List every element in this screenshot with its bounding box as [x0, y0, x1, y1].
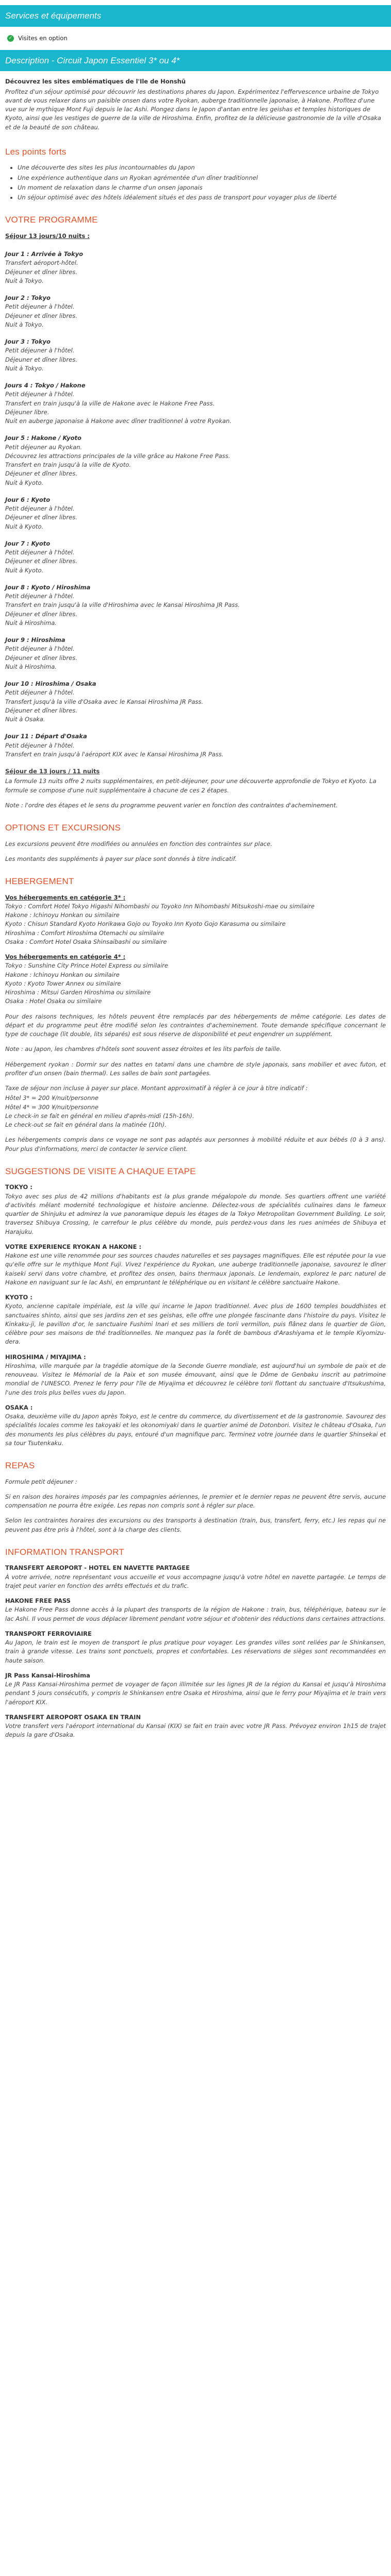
options-p1: Les excursions peuvent être modifiées ou annulées en fonction des contraintes sur place.: [5, 840, 272, 848]
list-item: • Un moment de relaxation dans le charme d'un onsen japonais: [18, 183, 386, 192]
transport-heading: HAKONE FREE PASS: [5, 1597, 71, 1604]
programme-day: [5, 250, 386, 285]
programme-day: [5, 680, 386, 724]
day-line: Petit déjeuner à l'hôtel.: [5, 303, 75, 311]
list-item: Hiroshima : Comfort Hiroshima Otemachi ou similaire: [5, 929, 164, 937]
day-line: Petit déjeuner à l'hôtel.: [5, 741, 75, 749]
day-line: Transfert jusqu'à la ville d'Osaka avec le Kansai Hiroshima JR Pass.: [5, 698, 203, 705]
city-heading: KYOTO :: [5, 1294, 32, 1301]
day-line: Transfert en train jusqu'à la ville de Hakone avec le Hakone Free Pass.: [5, 399, 215, 407]
description-section: [0, 77, 391, 1756]
list-item: Le check-in se fait en général en milieu d'après-midi (15h-16h).: [5, 1112, 194, 1120]
programme-day: [5, 381, 386, 426]
list-item: Hakone : Ichinoyu Honkan ou similaire: [5, 911, 120, 919]
transport-heading: TRANSFERT AEROPORT - HOTEL EN NAVETTE PARTAGEE: [5, 1564, 190, 1572]
day-line: Petit déjeuner à l'hôtel.: [5, 505, 75, 512]
day-line: Déjeuner libre.: [5, 408, 50, 416]
city-heading: TOKYO :: [5, 1183, 32, 1191]
day-line: Petit déjeuner à l'hôtel.: [5, 347, 75, 354]
visites-option: [7, 34, 386, 43]
check-icon: ✓: [7, 35, 14, 42]
services-bar: [0, 5, 391, 27]
day-line: Petit déjeuner à l'hôtel.: [5, 592, 75, 600]
repas-p3: Selon les contraintes horaires des excursions ou des transports à destination (train, bus, transfert, ferry, etc.) les repas qui ne peuvent pas être pris à l'hôtel, sont à la charge des clients.: [5, 1517, 386, 1533]
city-heading: OSAKA :: [5, 1403, 33, 1411]
list-item: Tokyo : Sunshine City Prince Hotel Express ou similaire: [5, 962, 168, 970]
heb-ryokan: Hébergement ryokan : Dormir sur des nattes en tatami dans une chambre de style japonais, sans mobilier et avec futon, et profiter d'un onsen (bain thermal). Les salles de bain sont partagées.: [5, 1060, 386, 1077]
day-line: Nuit à Kyoto.: [5, 522, 44, 530]
options-title: OPTIONS ET EXCURSIONS: [5, 823, 121, 833]
visites-label: Visites en option: [18, 34, 68, 42]
day-line: Déjeuner et dîner libres.: [5, 470, 77, 478]
day-line: Déjeuner et dîner libres.: [5, 610, 77, 618]
day-line: Déjeuner et dîner libres.: [5, 312, 77, 319]
list-item: Le check-out se fait en général dans la matinée (10h).: [5, 1121, 167, 1128]
day-line: Nuit à Tokyo.: [5, 277, 44, 284]
day-line: Déjeuner et dîner libres.: [5, 268, 77, 276]
heb-supp: Taxe de séjour non incluse à payer sur place. Montant approximatif à régler à ce jour à titre indicatif :: [5, 1084, 308, 1092]
description-bar: [0, 50, 391, 72]
day-line: Nuit à Hiroshima.: [5, 663, 57, 670]
suggestions-list: [5, 1183, 386, 1448]
day-title: Jour 7 : Kyoto: [5, 539, 51, 547]
repas-p2: Si en raison des horaires imposés par les compagnies aériennes, le premier et le dernier repas ne peuvent être servis, aucune compensation ne pourra être exigée. Les repas non compris sont à régler sur place.: [5, 1493, 386, 1509]
day-line: Déjeuner et dîner libres.: [5, 514, 77, 521]
city-text: Hiroshima, ville marquée par la tragédie atomique de la Seconde Guerre mondiale, est aujourd'hui un symbole de paix et de renouveau. Visitez le Mémorial de la Paix et son musée émouvant, ainsi que le Dôme de Genbaku inscrit au patrimoine mondial de l'UNESCO. Prenez le ferry pour l'île de Miyajima et découvrez le célèbre torii flottant du sanctuaire d'Itsukushima, l'une des trois plus belles vues du Japon.: [5, 1362, 386, 1396]
list-item: Kyoto : Kyoto Tower Annex ou similaire: [5, 979, 121, 987]
description-lead: Découvrez les sites emblématiques de l'Ile de Honshū: [5, 78, 186, 86]
list-item: Osaka : Comfort Hotel Osaka Shinsaibashi ou similaire: [5, 938, 167, 945]
city-text: Tokyo avec ses plus de 42 millions d'habitants est la plus grande mégalopole du monde. Ses quartiers offrent une variété d'activités mêlant modernité technologique et histoire ancienne. Délectez-vous de spécialités culinaires dans le fameux quartier de Shinjuku et admirez la vue panoramique depuis les étages de la Tokyo Metropolitan Government Building. Le soir, traversez Shibuya Crossing, le carrefour le plus célèbre du monde, puis perdez-vous dans les rues animées de Shibuya et Harajuku.: [5, 1192, 386, 1235]
heb-note: Note : au Japon, les chambres d'hôtels sont souvent assez étroites et les lits parfois de taille.: [5, 1045, 282, 1053]
city-text: Kyoto, ancienne capitale impériale, est la ville qui incarne le Japon traditionnel. Avec plus de 1600 temples bouddhistes et sanctuaires shinto, ainsi que ses jardins zen et ses geishas, elle offre une plongée fascinante dans l'histoire du pays. Visitez le Kinkaku-ji, le pavillon d'or, le sanctuaire Fushimi Inari et ses milliers de torii vermillon, puis flânez dans le quartier de Gion, célèbre pour ses maisons de thé traditionnelles. Ne manquez pas la forêt de bambous d'Arashiyama et le temple Kiyomizu-dera.: [5, 1302, 386, 1346]
services-title: Services et équipements: [5, 11, 102, 21]
day-line: Nuit en auberge japonaise à Hakone avec dîner traditionnel à votre Ryokan.: [5, 417, 232, 425]
programme-head: Séjour 13 jours/10 nuits :: [5, 232, 90, 240]
cat4-block: [5, 953, 386, 1006]
day-line: Petit déjeuner à l'hôtel.: [5, 391, 75, 398]
day-title: Jours 4 : Tokyo / Hakone: [5, 382, 86, 389]
list-item: • Une découverte des sites les plus incontournables du Japon: [18, 163, 386, 172]
day-line: Découvrez les attractions principales de la ville grâce au Hakone Free Pass.: [5, 452, 231, 460]
day-line: Nuit à Tokyo.: [5, 364, 44, 372]
repas-p1: Formule petit déjeuner :: [5, 1478, 77, 1485]
day-line: Déjeuner et dîner libres.: [5, 654, 77, 662]
day-title: Jour 3 : Tokyo: [5, 338, 51, 345]
list-item: Hôtel 3* = 200 ¥/nuit/personne: [5, 1094, 99, 1102]
day-line: Nuit à Osaka.: [5, 716, 45, 723]
tax-block: [5, 1094, 386, 1129]
programme-title: VOTRE PROGRAMME: [5, 215, 98, 225]
transport-heading: JR Pass Kansai-Hiroshima: [5, 1671, 90, 1679]
list-item: • Une expérience authentique dans un Ryokan agrémentée d'un dîner traditionnel: [18, 174, 386, 182]
list-item: • Un séjour optimisé avec des hôtels idéalement situés et des pass de transport pour voyager plus de liberté: [18, 193, 386, 202]
list-item: Tokyo : Comfort Hotel Tokyo Higashi Nihombashi ou Toyoko Inn Nihombashi Mitsukoshi-mae ou similaire: [5, 902, 315, 910]
transport-text: Le Hakone Free Pass donne accès à la plupart des transports de la région de Hakone : train, bus, téléphérique, bateau sur le lac Ashi. Il vous permet de vous déplacer librement pendant votre séjour et d'obtenir des réductions dans certaines attractions.: [5, 1606, 386, 1622]
repas-title: REPAS: [5, 1461, 35, 1470]
heb-end: Les hébergements compris dans ce voyage ne sont pas adaptés aux personnes à mobilité réduite et aux bébés (0 à 3 ans). Pour plus d'informations, merci de contacter le service client.: [5, 1136, 386, 1153]
programme-day: [5, 496, 386, 531]
day-line: Déjeuner et dîner libres.: [5, 355, 77, 363]
transport-text: À votre arrivée, notre représentant vous accueille et vous accompagne jusqu'à votre hôtel en navette partagée. Le temps de trajet peut varier en fonction des arrêts effectués et du trafic.: [5, 1573, 386, 1589]
day-line: Transfert en train jusqu'à la ville de Kyoto.: [5, 461, 131, 468]
day-title: Jour 9 : Hiroshima: [5, 636, 66, 643]
programme-day: [5, 732, 386, 759]
transport-title: INFORMATION TRANSPORT: [5, 1547, 124, 1557]
programme-day: [5, 583, 386, 628]
note-order: Note : l'ordre des étapes et le sens du programme peuvent varier en fonction des contraintes d'acheminement.: [5, 801, 338, 809]
day-line: Nuit à Hiroshima.: [5, 619, 57, 626]
programme-day: [5, 337, 386, 373]
day-line: Petit déjeuner au Ryokan.: [5, 443, 83, 451]
day-line: Nuit à Tokyo.: [5, 320, 44, 328]
days-list: [5, 250, 386, 759]
day-line: Déjeuner et dîner libres.: [5, 557, 77, 565]
transport-text: Votre transfert vers l'aéroport international du Kansai (KIX) se fait en train avec votre JR Pass. Prévoyez environ 1h15 de trajet depuis la gare d'Osaka.: [5, 1722, 386, 1739]
programme-day: [5, 636, 386, 671]
list-item: Hakone : Ichinoyu Honkan ou similaire: [5, 971, 120, 978]
day-title: Jour 6 : Kyoto: [5, 496, 51, 503]
day-title: Jour 10 : Hiroshima / Osaka: [5, 680, 96, 687]
day-line: Nuit à Kyoto.: [5, 479, 44, 486]
note-body: La formule 13 nuits offre 2 nuits supplémentaires, en petit-déjeuner, pour une découverte approfondie de Tokyo et Kyoto. La formule se compose d'une nuit supplémentaire à chacune de ces 2 étapes.: [5, 777, 377, 794]
description-title: Description - Circuit Japon Essentiel 3* ou 4*: [5, 55, 180, 65]
day-line: Petit déjeuner à l'hôtel.: [5, 689, 75, 697]
day-title: Jour 1 : Arrivée à Tokyo: [5, 250, 84, 258]
day-line: Transfert en train jusqu'à l'aéroport KIX avec le Kansai Hiroshima JR Pass.: [5, 750, 224, 758]
heb-list-para: Pour des raisons techniques, les hôtels peuvent être remplacés par des hébergements de même catégorie. Les dates de départ et du programme peut être modifié selon les contraintes d'acheminement. Toute demande spécifique concernant le type de couchage (lit double, lits séparés) est sous réserve de disponibilité et peut engendrer un supplément.: [5, 1012, 386, 1038]
day-line: Petit déjeuner à l'hôtel.: [5, 549, 75, 556]
note-head: Séjour de 13 jours / 11 nuits: [5, 768, 100, 775]
description-body: Profitez d'un séjour optimisé pour découvrir les destinations phares du Japon. Expérimentez l'effervescence urbaine de Tokyo avant de vous relaxer dans un paisible onsen dans votre Ryokan, auberge traditionnelle japonaise, à Hakone. Profitez d'une vue sur le mythique Mont Fuji depuis le lac Ashi. Plongez dans le Japon d'antan entre les geishas et temples historiques de Kyoto, ainsi que les vestiges de guerre de la ville de Hiroshima. Enfin, profitez de la délicieuse gastronomie de la ville d'Osaka et de la beauté de son château.: [5, 88, 381, 131]
list-item: Hiroshima : Mitsui Garden Hiroshima ou similaire: [5, 989, 151, 996]
day-title: Jour 8 : Kyoto / Hiroshima: [5, 583, 91, 591]
options-p2: Les montants des suppléments à payer sur place sont donnés à titre indicatif.: [5, 855, 237, 862]
points-forts-list: [5, 163, 386, 202]
city-text: Hakone est une ville renommée pour ses sources chaudes naturelles et ses paysages magnifiques. Elle est réputée pour la vue qu'elle offre sur le mythique Mont Fuji. Vivez l'expérience du Ryokan, une auberge traditionnelle japonaise, savourez le dîner kaiseki servi dans votre chambre, et profitez des onsen, bains thermaux japonais. Le lendemain, explorez le parc naturel de Hakone en naviguant sur le lac Ashi, en empruntant le téléphérique ou en visitant le célèbre sanctuaire Hakone.: [5, 1252, 386, 1286]
list-item: Hôtel 4* = 300 ¥/nuit/personne: [5, 1103, 99, 1111]
cat3-head: Vos hébergements en catégorie 3* :: [5, 893, 126, 901]
day-title: Jour 5 : Hakone / Kyoto: [5, 434, 82, 442]
cat3-block: [5, 893, 386, 947]
programme-day: [5, 294, 386, 329]
transport-text: Au Japon, le train est le moyen de transport le plus pratique pour voyager. Les grandes villes sont reliées par le Shinkansen, train à grande vitesse. Les trains sont ponctuels, propres et confortables. Les réservations de sièges sont recommandées en haute saison.: [5, 1639, 386, 1664]
transport-list: [5, 1564, 386, 1739]
day-line: Transfert aéroport-hôtel.: [5, 259, 78, 267]
transport-heading: TRANSPORT FERROVIAIRE: [5, 1630, 92, 1637]
suggestions-title: SUGGESTIONS DE VISITE A CHAQUE ETAPE: [5, 1166, 196, 1176]
day-line: Transfert en train jusqu'à la ville d'Hiroshima avec le Kansai Hiroshima JR Pass.: [5, 601, 240, 609]
points-forts-title: Les points forts: [5, 146, 67, 157]
day-line: Déjeuner et dîner libres.: [5, 706, 77, 714]
city-text: Osaka, deuxième ville du Japon après Tokyo, est le centre du commerce, du divertissement et de la gastronomie. Savourez des spécialités locales comme les takoyaki et les okonomiyaki dans le quartier animé de Dotonbori. Visitez le château d'Osaka, l'un des monuments les plus célèbres du pays, entouré d'un magnifique parc. Terminez votre journée dans le quartier Shinsekai et sa tour Tsutenkaku.: [5, 1413, 386, 1447]
day-title: Jour 11 : Départ d'Osaka: [5, 733, 87, 740]
hebergement-title: HEBERGEMENT: [5, 876, 74, 886]
city-heading: VOTRE EXPERIENCE RYOKAN A HAKONE :: [5, 1243, 141, 1250]
day-line: Petit déjeuner à l'hôtel.: [5, 645, 75, 653]
list-item: Osaka : Hotel Osaka ou similaire: [5, 997, 102, 1005]
day-line: Nuit à Kyoto.: [5, 566, 44, 574]
programme-day: [5, 434, 386, 487]
city-heading: HIROSHIMA / MIYAJIMA :: [5, 1353, 86, 1361]
programme-day: [5, 539, 386, 575]
cat4-head: Vos hébergements en catégorie 4* :: [5, 953, 126, 960]
transport-heading: TRANSFERT AEROPORT OSAKA EN TRAIN: [5, 1713, 141, 1721]
transport-text: Le JR Pass Kansai-Hiroshima permet de voyager de façon illimitée sur les lignes JR de la région du Kansai et jusqu'à Hiroshima pendant 5 jours consécutifs, y compris le Shinkansen entre Osaka et Hiroshima, ainsi que le ferry pour Miyajima et le train vers l'aéroport KIX.: [5, 1681, 386, 1706]
list-item: Kyoto : Chisun Standard Kyoto Horikawa Gojo ou Toyoko Inn Kyoto Gojo Karasuma ou similaire: [5, 920, 286, 928]
day-title: Jour 2 : Tokyo: [5, 294, 51, 301]
